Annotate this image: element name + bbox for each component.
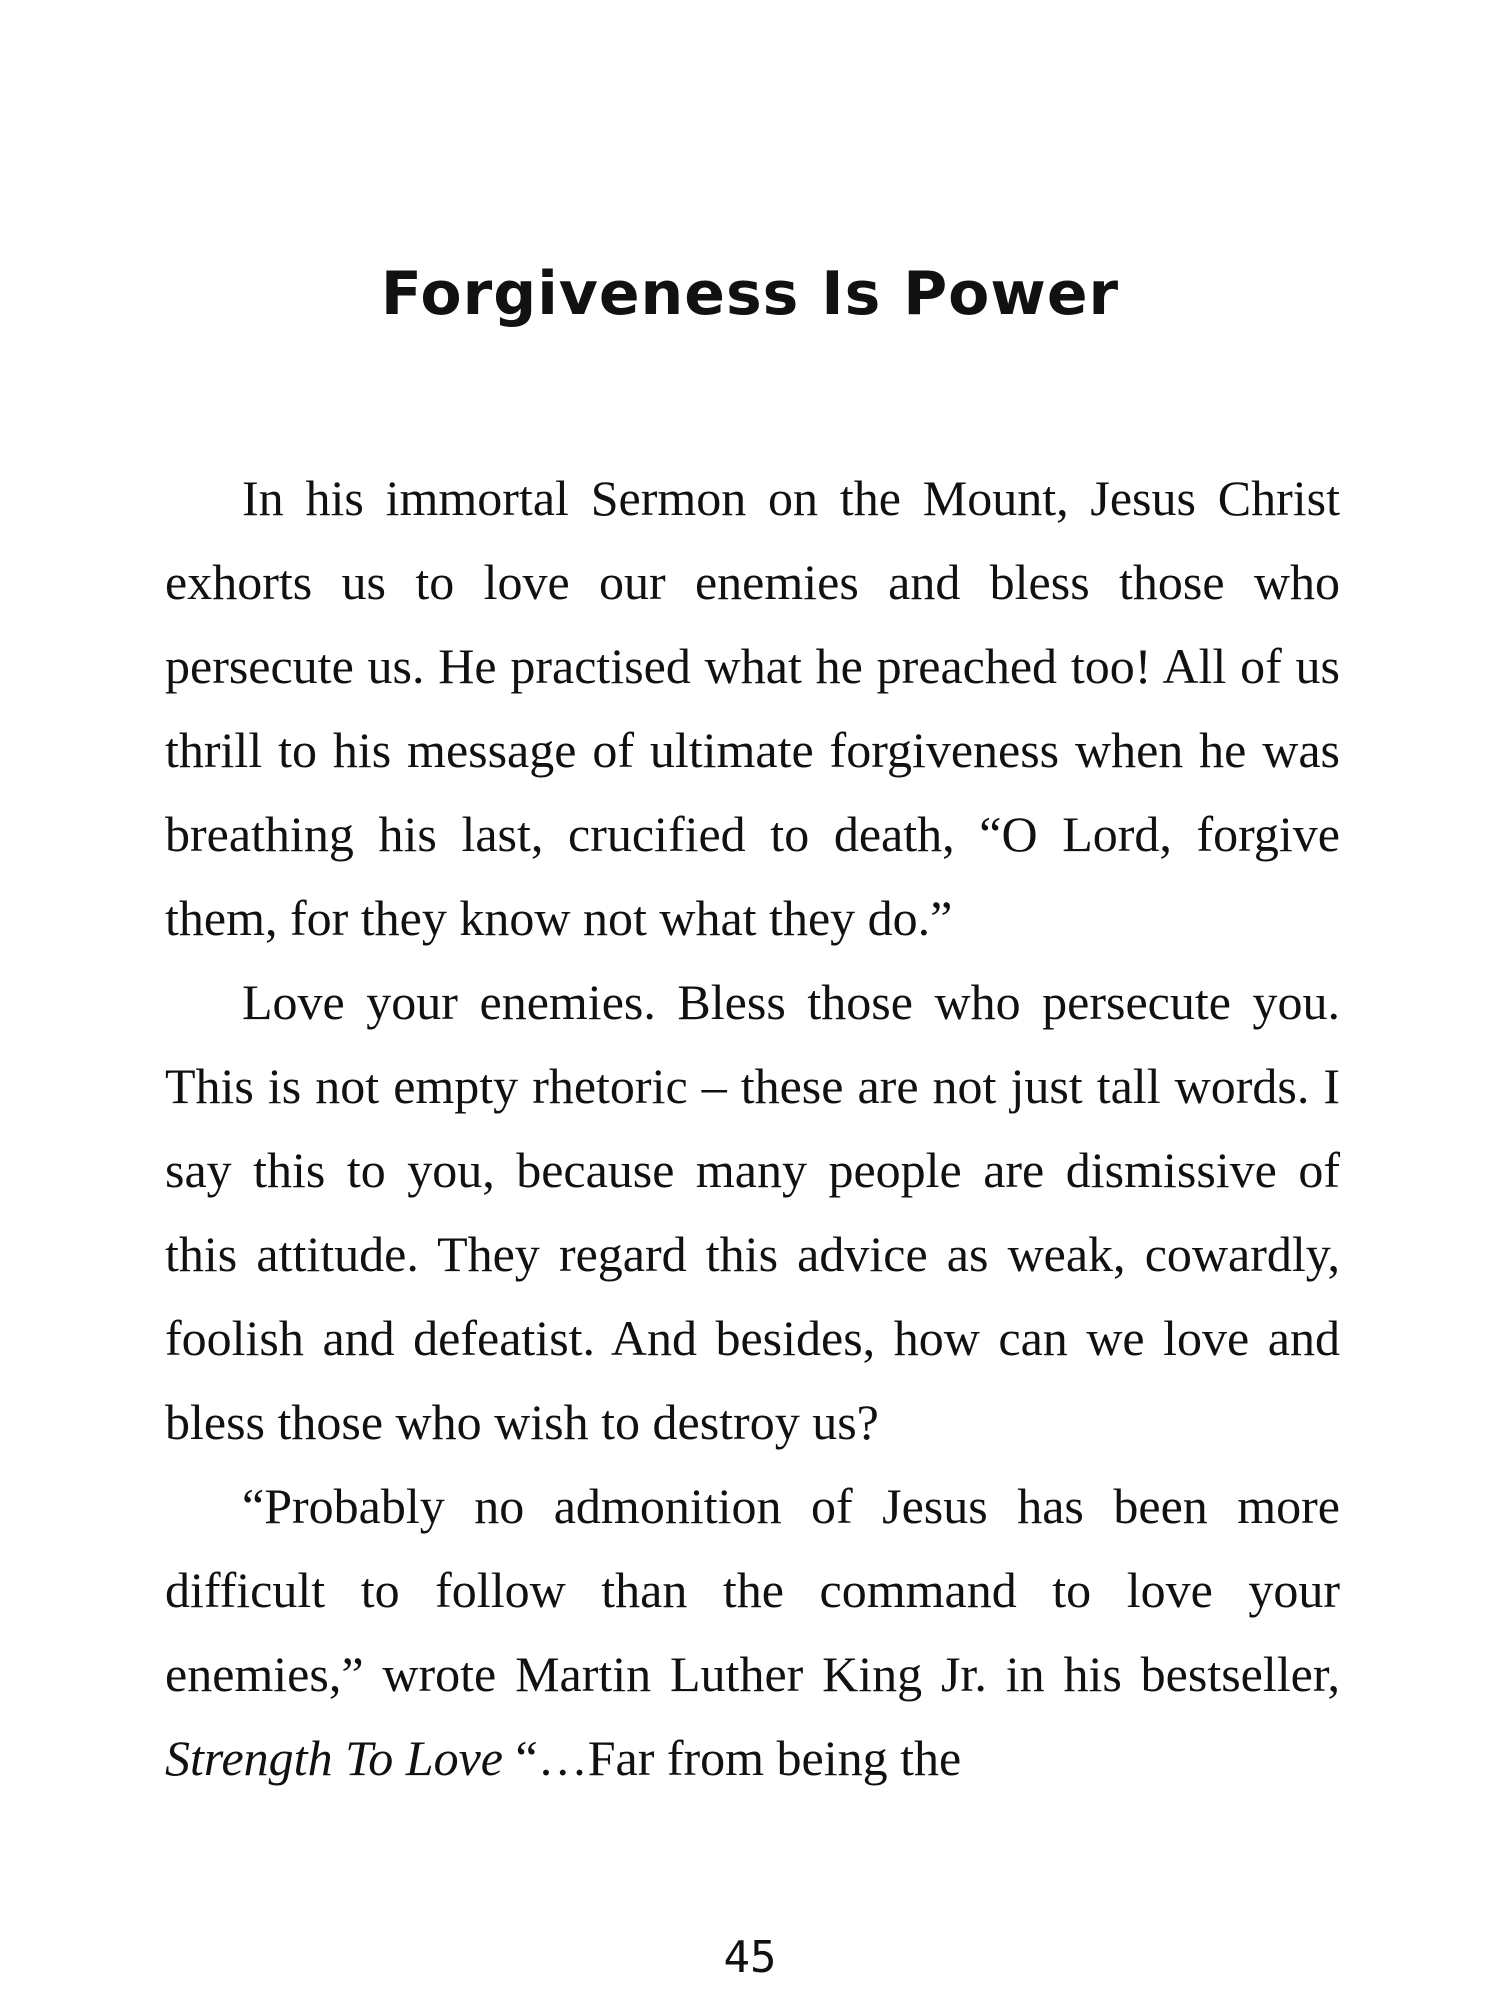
chapter-title: Forgiveness Is Power bbox=[380, 259, 1120, 330]
page-number: 45 bbox=[723, 1932, 777, 1983]
paragraph-sermon: In his immortal Sermon on the Mount, Jesus Christ exhorts us to love our enemies and bless those who persecute us. He practised what he preached too! All of us thrill to his message of ultimate forgiveness when he was breathing his last, crucified to death, “O Lord, forgive them, for they know not what they do.” bbox=[165, 470, 1340, 946]
quote-text-before: “Probably no admonition of Jesus has been more difficult to follow than the command to love your enemies,” wrote Martin Luther King Jr. in his bestseller, bbox=[165, 1478, 1340, 1702]
paragraph-love-enemies: Love your enemies. Bless those who persecute you. This is not empty rhetoric – these are not just tall words. I say this to you, because many people are dismissive of this attitude. They regard this advice as weak, cowardly, foolish and defeatist. And besides, how can we love and bless those who wish to destroy us? bbox=[165, 974, 1340, 1450]
quote-text-after: “…Far from being the bbox=[503, 1730, 962, 1786]
book-title: Strength To Love bbox=[165, 1730, 503, 1786]
chapter-body bbox=[165, 456, 1340, 1800]
paragraph-mlk-quote bbox=[165, 1464, 1340, 1800]
